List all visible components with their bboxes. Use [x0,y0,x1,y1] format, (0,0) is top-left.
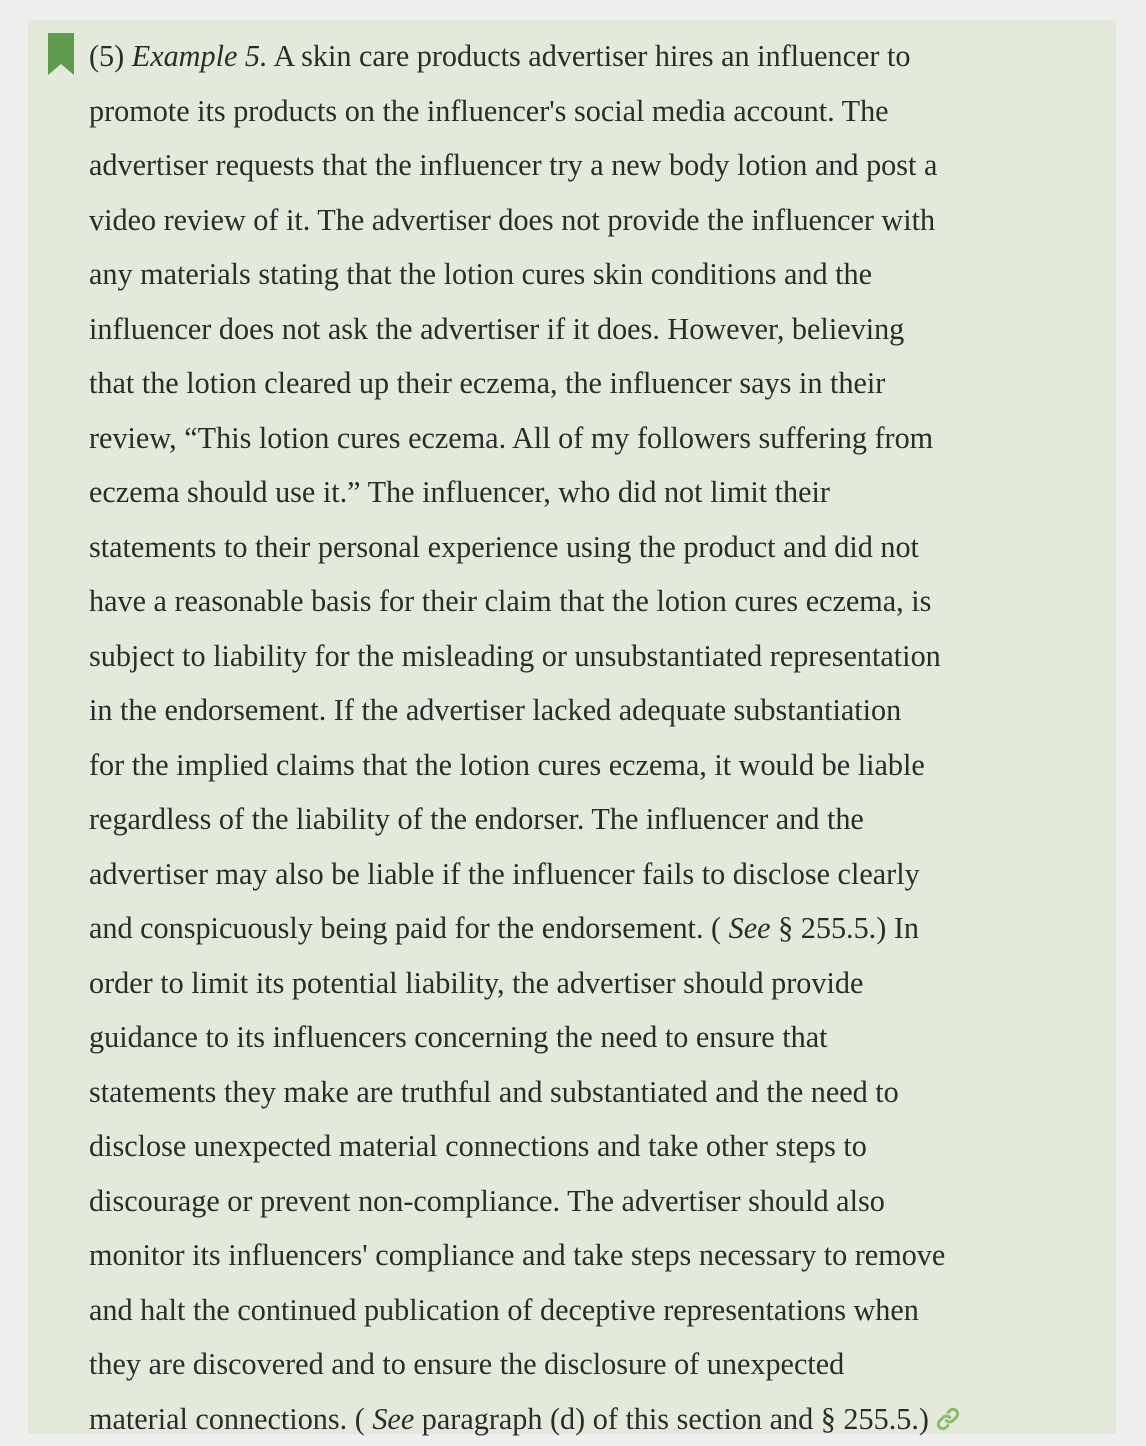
paragraph-line: review, “This lotion cures eczema. All of my followers suffering from [89,411,1111,466]
bookmark-icon[interactable] [48,33,74,75]
see-reference: See [729,911,771,945]
paragraph-line: influencer does not ask the advertiser if it does. However, believing [89,302,1111,357]
paragraph-line: statements to their personal experience using the product and did not [89,520,1111,575]
paragraph-line: (5) Example 5. A skin care products advertiser hires an influencer to [89,29,1111,84]
paragraph-line: disclose unexpected material connections and take other steps to [89,1119,1111,1174]
link-icon[interactable] [935,1406,961,1432]
paragraph-line: eczema should use it.” The influencer, who did not limit their [89,465,1111,520]
example-label: Example 5. [132,39,268,73]
paragraph-line: for the implied claims that the lotion cures eczema, it would be liable [89,738,1111,793]
paragraph-line: regardless of the liability of the endorser. The influencer and the [89,792,1111,847]
paragraph-line: subject to liability for the misleading or unsubstantiated representation [89,629,1111,684]
see-reference: See [372,1402,414,1436]
paragraph-line: guidance to its influencers concerning the need to ensure that [89,1010,1111,1065]
paragraph-line: in the endorsement. If the advertiser lacked adequate substantiation [89,683,1111,738]
example-card [28,20,1116,1434]
paragraph-line: and halt the continued publication of deceptive representations when [89,1283,1111,1338]
paragraph-line: promote its products on the influencer's social media account. The [89,84,1111,139]
paragraph-line: video review of it. The advertiser does not provide the influencer with [89,193,1111,248]
example-paragraph [89,20,1111,1446]
paragraph-line: statements they make are truthful and substantiated and the need to [89,1065,1111,1120]
paragraph-number: (5) [89,39,124,73]
paragraph-line: that the lotion cleared up their eczema, the influencer says in their [89,356,1111,411]
paragraph-line: material connections. ( See paragraph (d) of this section and § 255.5.) [89,1392,1111,1446]
paragraph-line: order to limit its potential liability, the advertiser should provide [89,956,1111,1011]
paragraph-line: monitor its influencers' compliance and take steps necessary to remove [89,1228,1111,1283]
paragraph-line: any materials stating that the lotion cures skin conditions and the [89,247,1111,302]
paragraph-line: have a reasonable basis for their claim that the lotion cures eczema, is [89,574,1111,629]
paragraph-line: discourage or prevent non-compliance. The advertiser should also [89,1174,1111,1229]
paragraph-line: advertiser may also be liable if the influencer fails to disclose clearly [89,847,1111,902]
paragraph-line: advertiser requests that the influencer try a new body lotion and post a [89,138,1111,193]
paragraph-line: they are discovered and to ensure the disclosure of unexpected [89,1337,1111,1392]
paragraph-line: and conspicuously being paid for the endorsement. ( See § 255.5.) In [89,901,1111,956]
